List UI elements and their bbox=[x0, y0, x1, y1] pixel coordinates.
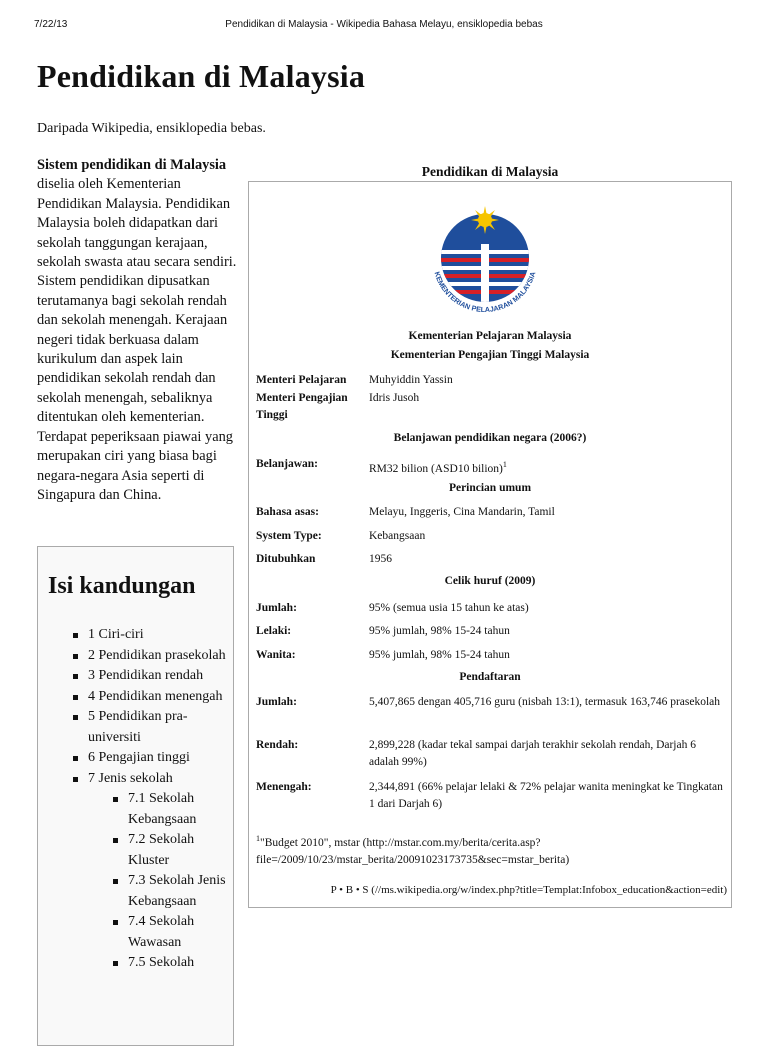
lit-female-value: 95% jumlah, 98% 15-24 tahun bbox=[369, 649, 510, 661]
toc-item[interactable]: 6 Pengajian tinggi bbox=[70, 748, 230, 769]
infobox-footnote bbox=[256, 830, 726, 869]
budget-label: Belanjawan: bbox=[256, 458, 318, 470]
toc-subitem[interactable]: 7.2 Sekolah Kluster bbox=[110, 830, 230, 871]
infobox bbox=[248, 181, 732, 908]
logo-text: KEMENTERIAN PELAJARAN MALAYSIA bbox=[432, 270, 538, 315]
lit-total-value: 95% (semua usia 15 tahun ke atas) bbox=[369, 602, 529, 614]
lang-label: Bahasa asas: bbox=[256, 506, 319, 518]
toc-item[interactable] bbox=[70, 769, 230, 974]
ministry-2: Kementerian Pengajian Tinggi Malaysia bbox=[390, 349, 590, 361]
lit-male-value: 95% jumlah, 98% 15-24 tahun bbox=[369, 625, 510, 637]
est-label: Ditubuhkan bbox=[256, 553, 316, 565]
enrol-primary-label: Rendah: bbox=[256, 739, 299, 751]
footnote-text[interactable]: "Budget 2010", mstar (http://mstar.com.my/berita/cerita.asp?file=/2009/10/23/mstar_berita/20091023173735&sec=mstar_berita) bbox=[256, 836, 570, 866]
print-date: 7/22/13 bbox=[34, 19, 68, 30]
budget-value bbox=[369, 456, 724, 478]
enrol-secondary-value: 2,344,891 (66% pelajar lelaki & 72% pelajar wanita meningkat ke Tingkatan 1 dari Darjah 6) bbox=[369, 781, 723, 810]
print-title: Pendidikan di Malaysia - Wikipedia Bahasa Melayu, ensiklopedia bebas bbox=[225, 19, 543, 30]
toc-title: Isi kandungan bbox=[48, 573, 196, 599]
page-title: Pendidikan di Malaysia bbox=[37, 58, 366, 94]
toc-sublist bbox=[110, 789, 230, 974]
minister1-value: Muhyiddin Yassin bbox=[369, 374, 453, 386]
toc-subitem[interactable]: 7.3 Sekolah Jenis Kebangsaan bbox=[110, 871, 230, 912]
footnote-marker: 1 bbox=[256, 834, 260, 843]
literacy-header: Celik huruf (2009) bbox=[444, 575, 536, 587]
budget-amount: RM32 bilion (ASD10 bilion) bbox=[369, 462, 503, 475]
enrol-total-value: 5,407,865 dengan 405,716 guru (nisbah 13:1), termasuk 163,746 prasekolah bbox=[369, 696, 721, 708]
vte-links[interactable]: P • B • S (//ms.wikipedia.org/w/index.php?title=Templat:Infobox_education&action=edit) bbox=[330, 884, 727, 896]
page-subtitle: Daripada Wikipedia, ensiklopedia bebas. bbox=[37, 121, 266, 136]
lead-text: diselia oleh Kementerian Pendidikan Malaysia. Pendidikan Malaysia boleh didapatkan dari sekolah tanggungan kerajaan, sekolah swasta atau secara sendiri. Sistem pendidikan dipusatkan terutamanya bagi sekolah rendah dan sekolah menengah. Kerajaan negeri tidak berkuasa dalam kurikulum dan aspek lain pendidikan sekolah rendah dan sekolah menengah, sebaliknya ditentukan oleh kementerian. Terdapat peperiksaan piawai yang merupakan ciri yang biasa bagi negara-negara Asia seperti di Singapura dan China. bbox=[37, 176, 237, 503]
ministry-1: Kementerian Pelajaran Malaysia bbox=[408, 330, 572, 342]
minister1-label: Menteri Pelajaran bbox=[256, 374, 347, 386]
toc-item[interactable]: 1 Ciri-ciri bbox=[70, 625, 230, 646]
type-value: Kebangsaan bbox=[369, 530, 426, 542]
toc-subitem[interactable]: 7.1 Sekolah Kebangsaan bbox=[110, 789, 230, 830]
toc-item[interactable]: 4 Pendidikan menengah bbox=[70, 687, 230, 708]
toc-list bbox=[70, 625, 230, 974]
table-of-contents bbox=[37, 546, 234, 1046]
enrol-header: Pendaftaran bbox=[459, 671, 521, 683]
toc-subitem[interactable]: 7.4 Sekolah Wawasan bbox=[110, 912, 230, 953]
toc-item[interactable]: 2 Pendidikan prasekolah bbox=[70, 646, 230, 667]
budget-header: Belanjawan pendidikan negara (2006?) bbox=[393, 432, 587, 444]
enrol-secondary-label: Menengah: bbox=[256, 781, 312, 793]
toc-item[interactable]: 3 Pendidikan rendah bbox=[70, 666, 230, 687]
lead-paragraph bbox=[37, 156, 237, 505]
toc-item-label: 7 Jenis sekolah bbox=[88, 770, 173, 786]
type-label: System Type: bbox=[256, 530, 322, 542]
lit-total-label: Jumlah: bbox=[256, 602, 297, 614]
kementerian-logo-icon bbox=[417, 194, 553, 330]
enrol-total-label: Jumlah: bbox=[256, 696, 297, 708]
lead-bold: Sistem pendidikan di Malaysia bbox=[37, 157, 227, 173]
lit-female-label: Wanita: bbox=[256, 649, 296, 661]
lang-value: Melayu, Inggeris, Cina Mandarin, Tamil bbox=[369, 506, 555, 518]
budget-footnote-ref[interactable]: 1 bbox=[502, 460, 507, 469]
enrol-primary-value: 2,899,228 (kadar tekal sampai darjah terakhir sekolah rendah, Darjah 6 adalah 99%) bbox=[369, 739, 696, 768]
minister2-label: Menteri Pengajian Tinggi bbox=[256, 392, 348, 421]
toc-subitem[interactable]: 7.5 Sekolah bbox=[110, 953, 230, 974]
lit-male-label: Lelaki: bbox=[256, 625, 292, 637]
est-value: 1956 bbox=[369, 553, 392, 565]
general-header: Perincian umum bbox=[448, 482, 532, 494]
toc-item[interactable]: 5 Pendidikan pra-universiti bbox=[70, 707, 230, 748]
infobox-caption: Pendidikan di Malaysia bbox=[421, 164, 559, 179]
logo-star bbox=[471, 206, 499, 234]
minister2-value: Idris Jusoh bbox=[369, 392, 420, 404]
